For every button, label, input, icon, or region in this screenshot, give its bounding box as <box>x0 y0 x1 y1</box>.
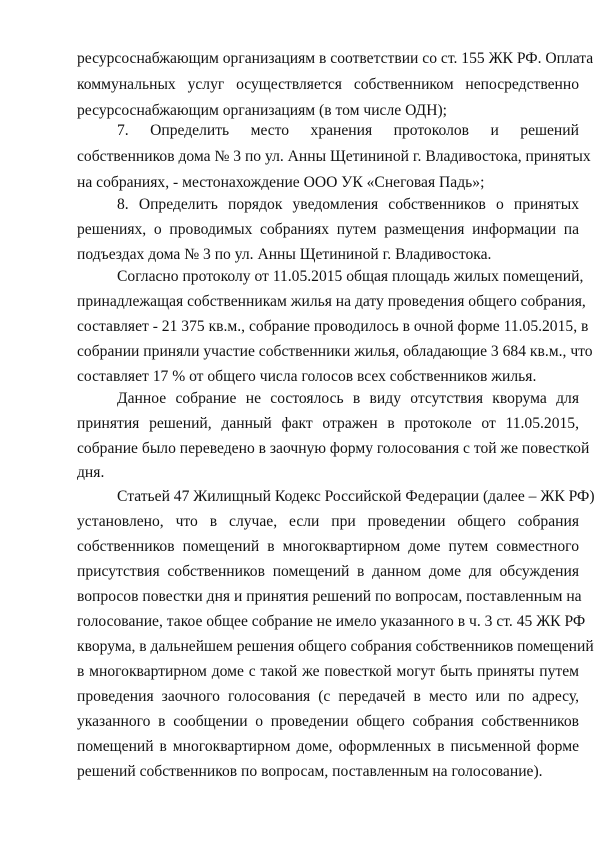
text-word: место <box>250 122 290 139</box>
text-line: в многоквартирном доме с такой же повесткой могут быть приняты путем <box>77 663 579 680</box>
text-line: собственников помещений в многоквартирном доме путем совместного <box>77 538 579 555</box>
list-item-7 <box>117 120 579 142</box>
text-line: помещений в многоквартирном доме, оформленных в письменной форме <box>77 738 579 755</box>
text-word: протоколов <box>393 122 470 139</box>
text-line: на собраниях, - местонахождение ООО УК «Снеговая Падь»; <box>77 174 485 191</box>
text-line: решениях, о проводимых собраниях путем размещения информации па <box>77 221 579 238</box>
text-line: собрание было переведено в заочную форму голосования с той же повесткой <box>77 440 590 457</box>
text-line: присутствия собственников помещений в данном доме для обсуждения <box>77 563 579 580</box>
text-line: проведения заочного голосования (с передачей в место или по адресу, <box>77 688 579 705</box>
text-line: решений собственников по вопросам, поставленным на голосование). <box>77 763 543 780</box>
text-line: составляет 17 % от общего числа голосов всех собственников жилья. <box>77 368 537 385</box>
text-line: подъездах дома № 3 по ул. Анны Щетининой г. Владивостока. <box>77 246 492 263</box>
text-line: принадлежащая собственникам жилья на дату проведения общего собрания, <box>77 293 586 310</box>
text-line: коммунальных услуг осуществляется собственником непосредственно <box>77 76 579 93</box>
text-line: вопросов повестки дня и принятия решений по вопросам, поставленным на <box>77 588 582 605</box>
text-line: принятия решений, данный факт отражен в протоколе от 11.05.2015, <box>77 415 579 432</box>
text-line: ресурсоснабжающим организациям (в том числе ОДН); <box>77 102 447 119</box>
text-line: собрании приняли участие собственники жилья, обладающие 3 684 кв.м., что <box>77 343 593 360</box>
text-line: голосование, такое общее собрание не имело указанного в ч. 3 ст. 45 ЖК РФ <box>77 613 586 630</box>
text-line: ресурсоснабжающим организациям в соответствии со ст. 155 ЖК РФ. Оплата <box>77 50 594 67</box>
text-line: установлено, что в случае, если при проведении общего собрания <box>77 513 579 530</box>
text-word: решений <box>520 122 579 139</box>
list-item-8: 8. Определить порядок уведомления собственников о принятых <box>117 196 579 213</box>
text-word: и <box>490 122 499 139</box>
text-line: дня. <box>77 464 105 481</box>
paragraph-start: Статьей 47 Жилищный Кодекс Российской Федерации (далее – ЖК РФ) <box>117 488 595 505</box>
text-line: составляет - 21 375 кв.м., собрание проводилось в очной форме 11.05.2015, в <box>77 318 589 335</box>
list-number: 7. <box>117 122 129 139</box>
text-word: Определить <box>150 122 230 139</box>
text-line: кворума, в дальнейшем решения общего собрания собственников помещений <box>77 638 594 655</box>
paragraph-start: Данное собрание не состоялось в виду отсутствия кворума для <box>117 390 579 407</box>
paragraph-start: Согласно протоколу от 11.05.2015 общая площадь жилых помещений, <box>117 268 584 285</box>
text-line: собственников дома № 3 по ул. Анны Щетининой г. Владивостока, принятых <box>77 148 591 165</box>
text-line: указанного в сообщении о проведении общего собрания собственников <box>77 713 579 730</box>
text-word: хранения <box>310 122 373 139</box>
